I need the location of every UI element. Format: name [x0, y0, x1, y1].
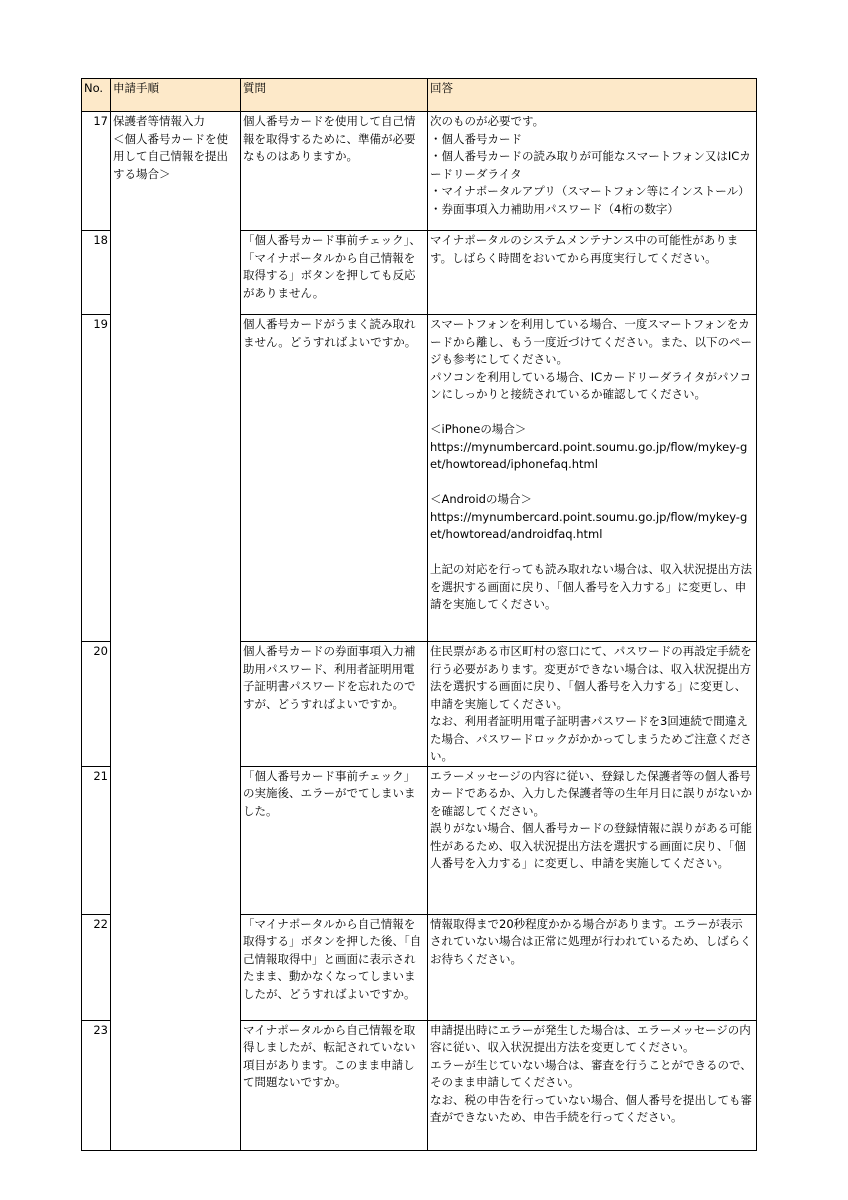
- answer-paragraph: [430, 544, 754, 562]
- answer-paragraph: ・マイナポータルアプリ（スマートフォン等にインストール）: [430, 184, 750, 198]
- answer-paragraph: 次のものが必要です。: [430, 114, 545, 128]
- answer-cell: [428, 231, 757, 315]
- answer-paragraph: 上記の対応を行っても読み取れない場合は、収入状況提出方法を選択する画面に戻り、「個人番号を入力する」に変更し、申請を実施してください。: [430, 562, 752, 611]
- row-number: 18: [82, 231, 111, 315]
- row-number: 19: [82, 315, 111, 642]
- answer-paragraph: エラーメッセージの内容に従い、登録した保護者等の個人番号カードであるか、入力した保護者等の生年月日に誤りがないかを確認してください。: [430, 768, 752, 818]
- answer-paragraph: [430, 474, 754, 492]
- question-cell: 「マイナポータルから自己情報を取得する」ボタンを押した後、「自己情報取得中」と画面に表示されたまま、動かなくなってしまいましたが、どうすればよいですか。: [241, 914, 428, 1020]
- answer-paragraph: ・個人番号カード: [430, 131, 522, 146]
- answer-paragraph: マイナポータルのシステムメンテナンス中の可能性があります。しばらく時間をおいてから再度実行してください。: [430, 233, 739, 265]
- answer-paragraph: ・券面事項入力補助用パスワード（4桁の数字）: [430, 201, 679, 216]
- answer-cell: [428, 642, 757, 767]
- header-no: No.: [82, 79, 111, 112]
- row-number: 17: [82, 112, 111, 231]
- row-number: 23: [82, 1020, 111, 1150]
- answer-cell: [428, 1020, 757, 1150]
- answer-paragraph: 住民票がある市区町村の窓口にて、パスワードの再設定手続を行う必要があります。変更ができない場合は、収入状況提出方法を選択する画面に戻り、「個人番号を入力する」に変更し、申請を実施してください。: [430, 644, 752, 711]
- header-question: 質問: [241, 79, 428, 112]
- answer-paragraph: ・個人番号カードの読み取りが可能なスマートフォン又はICカードリーダライタ: [430, 149, 751, 181]
- answer-paragraph: [430, 404, 754, 422]
- procedure-label: 保護者等情報入力 ＜個人番号カードを使用して自己情報を提出する場合＞: [113, 114, 228, 181]
- answer-paragraph: ＜Androidの場合＞: [430, 492, 532, 506]
- faq-row: [82, 112, 757, 231]
- header-procedure: 申請手順: [111, 79, 241, 112]
- question-cell: 個人番号カードがうまく読み取れません。どうすればよいですか。: [241, 315, 428, 642]
- question-cell: 「個人番号カード事前チェック」、「マイナポータルから自己情報を取得する」ボタンを押しても反応がありません。: [241, 231, 428, 315]
- answer-paragraph: https://mynumbercard.point.soumu.go.jp/flow/mykey-get/howtoread/iphonefaq.html: [430, 439, 748, 471]
- row-number: 22: [82, 914, 111, 1020]
- answer-cell: [428, 766, 757, 914]
- answer-paragraph: https://mynumbercard.point.soumu.go.jp/flow/mykey-get/howtoread/androidfaq.html: [430, 509, 748, 541]
- faq-body: [82, 112, 757, 1151]
- question-cell: マイナポータルから自己情報を取得しましたが、転記されていない項目があります。このまま申請して問題ないですか。: [241, 1020, 428, 1150]
- answer-paragraph: 誤りがない場合、個人番号カードの登録情報に誤りがある可能性があるため、収入状況提出方法を選択する画面に戻り、「個人番号を入力する」に変更し、申請を実施してください。: [430, 821, 752, 870]
- answer-paragraph: ＜iPhoneの場合＞: [430, 422, 527, 436]
- row-number: 20: [82, 642, 111, 767]
- answer-paragraph: なお、利用者証明用電子証明書パスワードを3回連続で間違えた場合、パスワードロックがかかってしまうためご注意ください。: [430, 714, 752, 763]
- answer-paragraph: なお、税の申告を行っていない場合、個人番号を提出しても審査ができないため、申告手続を行ってください。: [430, 1092, 752, 1124]
- answer-paragraph: 申請提出時にエラーが発生した場合は、エラーメッセージの内容に従い、収入状況提出方法を変更してください。: [430, 1022, 751, 1054]
- answer-cell: [428, 315, 757, 642]
- header-answer: 回答: [428, 79, 757, 112]
- procedure-cell: [111, 112, 241, 1151]
- row-number: 21: [82, 766, 111, 914]
- question-cell: 個人番号カードの券面事項入力補助用パスワード、利用者証明用電子証明書パスワードを忘れたのですが、どうすればよいですか。: [241, 642, 428, 767]
- answer-cell: [428, 914, 757, 1020]
- answer-paragraph: 情報取得まで20秒程度かかる場合があります。エラーが表示されていない場合は正常に処理が行われているため、しばらくお待ちください。: [430, 916, 752, 966]
- question-cell: 「個人番号カード事前チェック」の実施後、エラーがでてしまいました。: [241, 766, 428, 914]
- answer-paragraph: エラーが生じていない場合は、審査を行うことができるので、そのまま申請してください。: [430, 1057, 752, 1089]
- header-row: [82, 79, 757, 112]
- answer-paragraph: スマートフォンを利用している場合、一度スマートフォンをカードから離し、もう一度近づけてください。また、以下のページも参考にしてください。: [430, 317, 752, 366]
- faq-table: [81, 78, 757, 1151]
- question-cell: 個人番号カードを使用して自己情報を取得するために、準備が必要なものはありますか。: [241, 112, 428, 231]
- answer-cell: [428, 112, 757, 231]
- answer-paragraph: パソコンを利用している場合、ICカードリーダライタがパソコンにしっかりと接続されているか確認してください。: [430, 369, 752, 401]
